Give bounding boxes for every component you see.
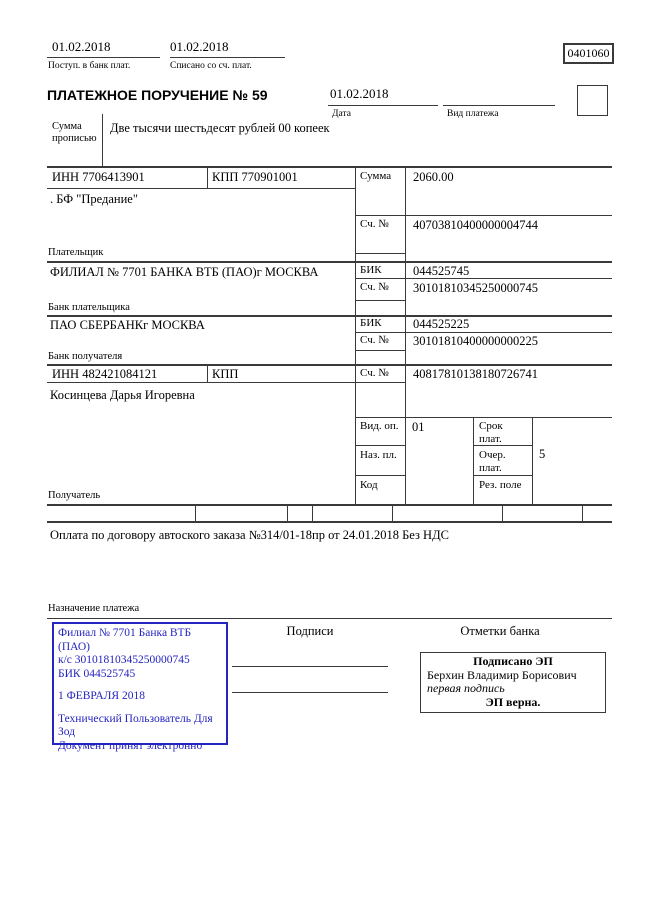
purpose-code-label: Наз. пл. — [360, 449, 397, 461]
budget-row-divider-5 — [502, 505, 503, 522]
op-row1-underline-left — [355, 445, 405, 446]
document-date-value: 01.02.2018 — [330, 86, 389, 101]
payee-bank-account-label-underline — [355, 350, 405, 351]
payment-term-label: Срок плат. — [479, 420, 503, 445]
stamp-line: к/с 30101810345250000745 — [58, 654, 190, 666]
amount-words-label: Сумма прописью — [52, 121, 97, 145]
payer-bank-account-value: 30101810345250000745 — [413, 281, 538, 295]
debited-date-value: 01.02.2018 — [170, 39, 229, 54]
amount-words-value: Две тысячи шестьдесят рублей 00 копеек — [110, 121, 330, 135]
payee-section-label: Получатель — [48, 490, 101, 501]
value-column-left-divider — [405, 167, 406, 505]
payer-name: . БФ "Предание" — [50, 192, 138, 206]
sum-value: 2060.00 — [413, 170, 454, 184]
budget-row-divider-2 — [287, 505, 288, 522]
payer-bank-section-underline — [47, 315, 612, 317]
ep-valid-label: ЭП верна. — [485, 694, 541, 709]
payer-inn: ИНН 7706413901 — [52, 170, 145, 184]
payee-inn-row-underline — [47, 382, 405, 383]
payment-type-checkbox — [577, 85, 608, 116]
bank-marks-title: Отметки банка — [460, 624, 540, 638]
op-block-divider-2 — [532, 417, 533, 505]
payer-account-label-underline — [355, 253, 405, 254]
payer-bank-account-label: Сч. № — [360, 281, 389, 293]
stamp-line: Зод — [58, 726, 76, 738]
received-date-underline — [47, 57, 160, 58]
stamp-line — [58, 704, 222, 713]
reserve-field-label: Рез. поле — [479, 479, 522, 491]
payment-order-label: Очер. плат. — [479, 449, 506, 474]
payee-section-underline — [47, 504, 612, 506]
payee-bank-bik-value: 044525225 — [413, 317, 470, 331]
sum-row-underline — [355, 215, 612, 216]
payer-bank-section-label: Банк плательщика — [48, 302, 130, 313]
signed-by-ep-label: Подписано ЭП — [473, 654, 553, 668]
payee-inn: ИНН 482421084121 — [52, 367, 158, 381]
debited-date-label: Списано со сч. плат. — [170, 61, 252, 71]
debited-date-underline — [170, 57, 285, 58]
stamp-line: БИК 044525745 — [58, 667, 136, 680]
budget-row-divider-4 — [392, 505, 393, 522]
form-code-box — [563, 43, 614, 64]
payee-account-label: Сч. № — [360, 367, 389, 379]
payee-bank-name: ПАО СБЕРБАНКг МОСКВА — [50, 318, 205, 332]
payer-bank-account-label-underline — [355, 300, 405, 301]
document-title: ПЛАТЕЖНОЕ ПОРУЧЕНИЕ № 59 — [47, 87, 268, 103]
payment-type-underline — [443, 105, 555, 106]
bank-electronic-stamp — [52, 622, 228, 752]
stamp-line — [58, 681, 222, 690]
payee-bank-section-label: Банк получателя — [48, 351, 123, 362]
op-block-top-line — [355, 417, 612, 418]
payer-bank-bik-underline — [355, 278, 612, 279]
payer-inn-kpp-divider — [207, 167, 208, 188]
op-row2-underline-left — [355, 475, 405, 476]
payee-kpp: КПП — [212, 367, 239, 381]
payer-kpp: КПП 770901001 — [212, 170, 298, 184]
op-type-label: Вид. оп. — [360, 420, 399, 432]
signature-kind: первая подпись — [427, 681, 505, 695]
table-line-top — [47, 166, 612, 168]
payer-bank-bik-value: 044525745 — [413, 264, 470, 278]
op-row2-underline-right — [473, 475, 532, 476]
label-column-left-divider — [355, 167, 356, 505]
payer-section-underline — [47, 261, 612, 263]
payer-bank-name: ФИЛИАЛ № 7701 БАНКА ВТБ (ПАО)г МОСКВА — [50, 265, 319, 279]
payment-purpose-underline — [47, 618, 612, 619]
payee-bank-section-underline — [47, 364, 612, 366]
budget-row-underline — [47, 521, 612, 523]
payer-inn-row-underline — [47, 188, 355, 189]
signature-line-2 — [232, 692, 388, 693]
payment-type-label: Вид платежа — [447, 109, 499, 119]
stamp-line: Технический Пользователь Для — [58, 712, 213, 725]
payer-account-value: 40703810400000004744 — [413, 218, 538, 232]
payment-purpose-label: Назначение платежа — [48, 603, 140, 614]
amount-words-divider — [102, 114, 103, 167]
signer-name: Берхин Владимир Борисович — [427, 667, 577, 682]
payer-account-label: Сч. № — [360, 218, 389, 230]
payee-bank-account-value: 30101810400000000225 — [413, 334, 538, 348]
signature-line-1 — [232, 666, 388, 667]
payee-account-value: 40817810138180726741 — [413, 367, 538, 381]
payer-bank-bik-label: БИК — [360, 264, 382, 276]
payment-purpose-text: Оплата по договору автоского заказа №314/01-18пр от 24.01.2018 Без НДС — [50, 528, 449, 542]
stamp-line: 1 ФЕВРАЛЯ 2018 — [58, 690, 145, 702]
form-code-value: 0401060 — [567, 46, 610, 60]
payee-bank-bik-underline — [355, 332, 612, 333]
payee-name: Косинцева Дарья Игоревна — [50, 388, 195, 402]
op-type-value: 01 — [412, 420, 425, 434]
document-date-label: Дата — [332, 109, 351, 119]
code-label: Код — [360, 479, 378, 491]
payment-order-value: 5 — [539, 447, 546, 461]
payee-inn-kpp-divider — [207, 365, 208, 382]
received-date-value: 01.02.2018 — [52, 39, 111, 54]
op-block-divider-1 — [473, 417, 474, 505]
budget-row-divider-1 — [195, 505, 196, 522]
stamp-line: Документ принят электронно — [58, 739, 203, 752]
stamp-line: Филиал № 7701 Банка ВТБ (ПАО) — [58, 627, 192, 653]
payer-section-label: Плательщик — [48, 247, 104, 258]
electronic-signature-stamp — [420, 652, 606, 713]
payee-bank-account-label: Сч. № — [360, 334, 389, 346]
document-date-underline — [328, 105, 438, 106]
signatures-title: Подписи — [286, 624, 334, 638]
budget-row-divider-3 — [312, 505, 313, 522]
sum-label: Сумма — [360, 170, 392, 182]
received-date-label: Поступ. в банк плат. — [48, 61, 131, 71]
budget-row-divider-6 — [582, 505, 583, 522]
payee-bank-bik-label: БИК — [360, 317, 382, 329]
